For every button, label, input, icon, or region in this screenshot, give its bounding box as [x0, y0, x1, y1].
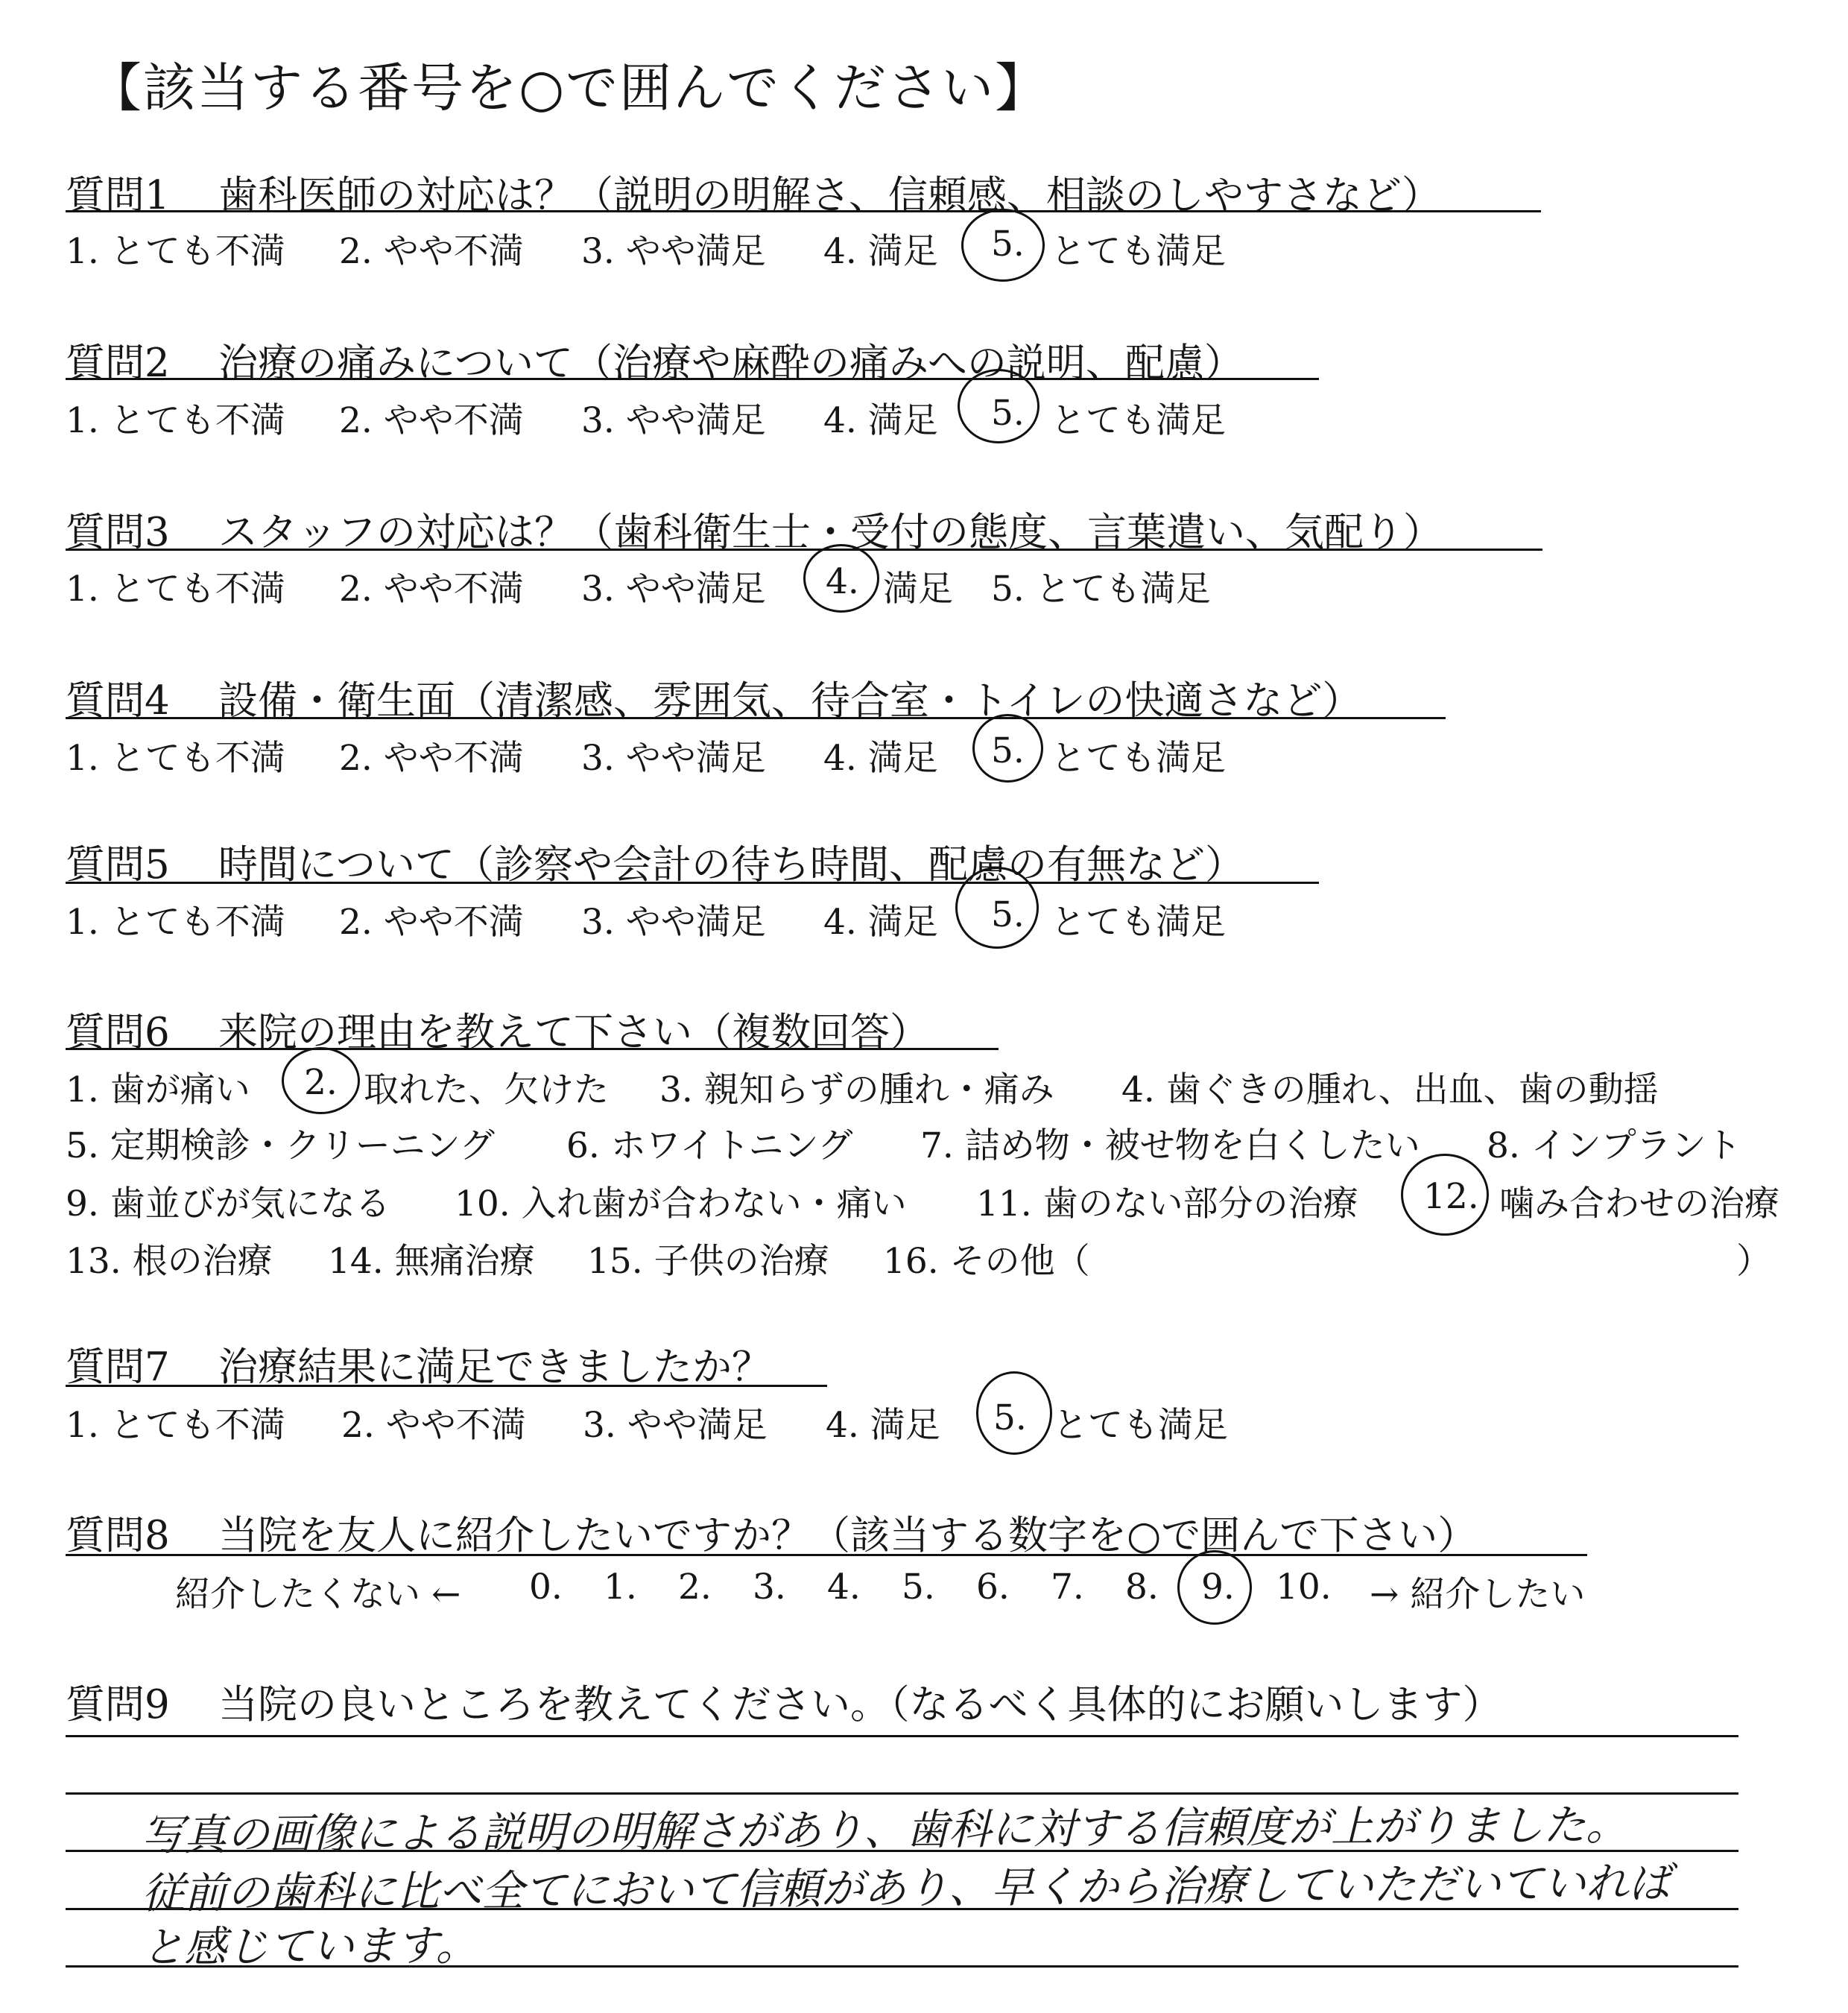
q7-option-5-label: とても満足	[1053, 1405, 1228, 1446]
question-4-underline	[66, 717, 1446, 719]
q3-option-2[interactable]: 2. やや不満	[339, 569, 524, 610]
question-3-underline	[66, 549, 1542, 551]
question-7-title	[66, 1336, 771, 1392]
q6-option-2-label: 取れた、欠けた	[364, 1069, 609, 1110]
q6-option-16[interactable]: 16. その他（	[883, 1241, 1090, 1282]
question-8-underline	[66, 1554, 1587, 1556]
q6-option-3[interactable]: 3. 親知らずの腫れ・痛み	[659, 1069, 1054, 1110]
question-3-number: 質問3	[66, 510, 170, 555]
q6-option-5[interactable]: 5. 定期検診・クリーニング	[66, 1125, 495, 1166]
q2-selection-circle	[958, 369, 1040, 443]
q5-option-5-label: とても満足	[1051, 902, 1226, 943]
question-6-text: 来院の理由を教えて下さい（複数回答）	[218, 1010, 929, 1055]
q8-option-4[interactable]: 4.	[827, 1567, 861, 1608]
q6-option-11[interactable]: 11. 歯のない部分の治療	[976, 1184, 1358, 1224]
q2-option-2[interactable]: 2. やや不満	[339, 400, 524, 441]
q1-option-4[interactable]: 4. 満足	[823, 231, 938, 272]
q4-option-4[interactable]: 4. 満足	[823, 738, 938, 779]
question-8-number: 質問8	[66, 1513, 170, 1558]
q5-option-1[interactable]: 1. とても不満	[66, 902, 285, 943]
q2-option-5-label: とても満足	[1051, 400, 1226, 441]
question-5-number: 質問5	[66, 842, 170, 888]
q2-option-3[interactable]: 3. やや満足	[581, 400, 766, 441]
question-4-number: 質問4	[66, 678, 170, 724]
q2-option-4[interactable]: 4. 満足	[823, 400, 938, 441]
instruction-header: 【該当する番号を○で囲んでください】	[89, 57, 1049, 118]
q6-option-16-close: ）	[1736, 1241, 1771, 1282]
q7-option-5[interactable]: 5.	[993, 1397, 1027, 1438]
q8-option-10[interactable]: 10.	[1276, 1567, 1332, 1608]
q1-option-3[interactable]: 3. やや満足	[581, 231, 766, 272]
question-9-number: 質問9	[66, 1682, 170, 1728]
q3-selection-circle	[803, 544, 879, 613]
q8-option-8[interactable]: 8.	[1125, 1567, 1159, 1608]
q6-selection-circle-2	[282, 1047, 360, 1114]
q3-option-1[interactable]: 1. とても不満	[66, 569, 285, 610]
q1-option-5[interactable]: 5.	[991, 224, 1025, 265]
q5-option-4[interactable]: 4. 満足	[823, 902, 938, 943]
q5-option-3[interactable]: 3. やや満足	[581, 902, 766, 943]
q8-option-6[interactable]: 6.	[976, 1567, 1010, 1608]
q4-option-2[interactable]: 2. やや不満	[339, 738, 524, 779]
q4-option-5[interactable]: 5.	[991, 730, 1025, 771]
question-3-text: スタッフの対応は？（歯科衛生士・受付の態度、言葉遣い、気配り）	[218, 510, 1443, 555]
q7-option-4[interactable]: 4. 満足	[826, 1405, 940, 1446]
q4-option-1[interactable]: 1. とても不満	[66, 738, 285, 779]
q6-option-12-label: 噛み合わせの治療	[1499, 1184, 1779, 1224]
q8-option-7[interactable]: 7.	[1051, 1567, 1084, 1608]
answer-rule-1	[66, 1735, 1738, 1737]
q7-option-1[interactable]: 1. とても不満	[66, 1405, 285, 1446]
q8-option-1[interactable]: 1.	[604, 1567, 637, 1608]
q1-selection-circle	[961, 209, 1045, 282]
q3-option-4-label: 満足	[883, 569, 953, 610]
q8-selection-circle	[1177, 1550, 1252, 1625]
question-2-text: 治療の痛みについて（治療や麻酔の痛みへの説明、配慮）	[218, 341, 1244, 386]
question-5-text: 時間について（診察や会計の待ち時間、配慮の有無など）	[218, 842, 1244, 888]
q6-option-12[interactable]: 12.	[1423, 1176, 1479, 1217]
q3-option-4[interactable]: 4.	[826, 561, 859, 602]
q4-option-5-label: とても満足	[1051, 738, 1226, 779]
q5-option-2[interactable]: 2. やや不満	[339, 902, 524, 943]
q7-option-3[interactable]: 3. やや満足	[583, 1405, 768, 1446]
q6-option-6[interactable]: 6. ホワイトニング	[566, 1125, 853, 1166]
q3-option-3[interactable]: 3. やや満足	[581, 569, 766, 610]
question-8-text: 当院を友人に紹介したいですか？（該当する数字を○で囲んで下さい）	[218, 1513, 1478, 1558]
question-8-title	[66, 1504, 1477, 1561]
question-1-number: 質問1	[66, 173, 170, 218]
q8-option-3[interactable]: 3.	[753, 1567, 786, 1608]
question-2-number: 質問2	[66, 341, 170, 386]
q5-selection-circle	[955, 867, 1039, 949]
q6-option-10[interactable]: 10. 入れ歯が合わない・痛い	[455, 1184, 907, 1224]
question-9-text: 当院の良いところを教えてください。（なるべく具体的にお願いします）	[218, 1682, 1502, 1728]
question-6-number: 質問6	[66, 1010, 170, 1055]
q2-option-1[interactable]: 1. とても不満	[66, 400, 285, 441]
q8-left-label: 紹介したくない ←	[175, 1574, 461, 1615]
q2-option-5[interactable]: 5.	[991, 393, 1025, 434]
q1-option-5-label: とても満足	[1051, 231, 1226, 272]
q9-answer-line-1: 写真の画像による説明の明解さがあり、歯科に対する信頼度が上がりました。	[141, 1801, 1629, 1860]
q8-option-5[interactable]: 5.	[902, 1567, 935, 1608]
q1-option-2[interactable]: 2. やや不満	[339, 231, 524, 272]
q6-option-13[interactable]: 13. 根の治療	[66, 1241, 273, 1282]
question-9-title	[66, 1673, 1502, 1730]
q3-option-5[interactable]: 5. とても満足	[991, 569, 1211, 610]
question-1-underline	[66, 210, 1541, 212]
q5-option-5[interactable]: 5.	[991, 894, 1025, 935]
q8-option-2[interactable]: 2.	[678, 1567, 712, 1608]
q4-option-3[interactable]: 3. やや満足	[581, 738, 766, 779]
q1-option-1[interactable]: 1. とても不満	[66, 231, 285, 272]
q6-option-1[interactable]: 1. 歯が痛い	[66, 1069, 250, 1110]
question-7-text: 治療結果に満足できましたか？	[218, 1344, 771, 1390]
question-5-underline	[66, 882, 1319, 884]
q8-option-9[interactable]: 9.	[1201, 1567, 1235, 1608]
q6-option-4[interactable]: 4. 歯ぐきの腫れ、出血、歯の動揺	[1121, 1069, 1659, 1110]
q4-selection-circle	[972, 714, 1043, 783]
q6-option-8[interactable]: 8. インプラント	[1487, 1125, 1741, 1166]
q6-option-9[interactable]: 9. 歯並びが気になる	[66, 1184, 390, 1224]
question-2-underline	[66, 378, 1319, 380]
q6-option-15[interactable]: 15. 子供の治療	[587, 1241, 829, 1282]
q8-right-label: → 紹介したい	[1370, 1574, 1586, 1615]
q7-option-2[interactable]: 2. やや不満	[341, 1405, 526, 1446]
q7-selection-circle	[976, 1371, 1052, 1455]
q9-answer-line-2: 従前の歯科に比べ全てにおいて信頼があり、早くから治療していただいていれば	[141, 1858, 1671, 1919]
q8-option-0[interactable]: 0.	[529, 1567, 563, 1608]
q6-selection-circle-12	[1401, 1154, 1489, 1236]
q9-answer-line-3: と感じています。	[141, 1921, 478, 1973]
q6-option-14[interactable]: 14. 無痛治療	[328, 1241, 535, 1282]
question-7-underline	[66, 1385, 827, 1387]
question-6-underline	[66, 1048, 999, 1050]
q6-option-7[interactable]: 7. 詰め物・被せ物を白くしたい	[920, 1125, 1420, 1166]
question-7-number: 質問7	[66, 1344, 170, 1390]
question-4-text: 設備・衛生面（清潔感、雰囲気、待合室・トイレの快適さなど）	[218, 678, 1362, 724]
q6-option-2[interactable]: 2.	[304, 1062, 338, 1103]
question-1-text: 歯科医師の対応は？（説明の明解さ、信頼感、相談のしやすさなど）	[218, 173, 1441, 218]
